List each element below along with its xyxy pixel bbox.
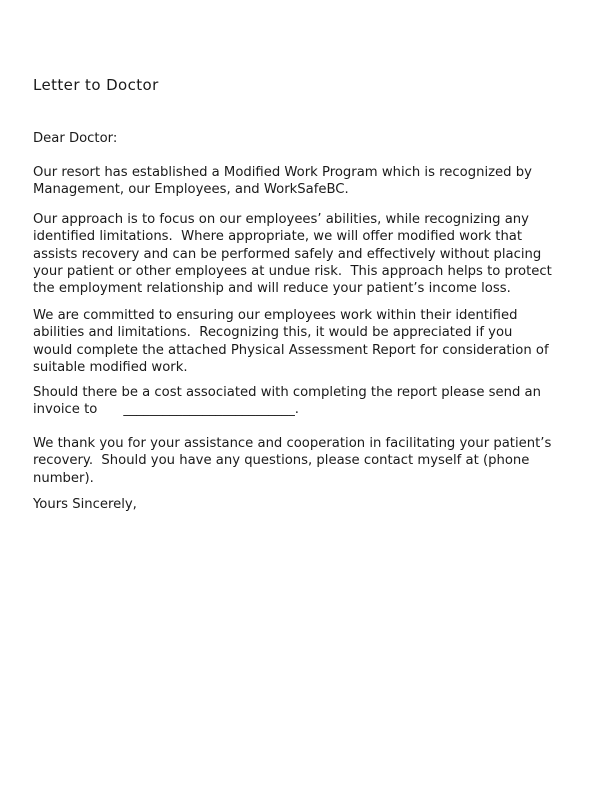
paragraph-commitment: We are committed to ensuring our employees work within their identified abilities and limitations. Recognizing this, it would be appreciated if you would complete the attached Physical Assessment Report for consideration of suitable modified work. <box>33 308 549 375</box>
invoice-line-2-prefix: invoice to <box>33 402 98 418</box>
invoice-line-1: Should there be a cost associated with completing the report please send an <box>33 385 541 400</box>
paragraph-invoice <box>33 384 593 419</box>
letter-title: Letter to Doctor <box>33 76 159 94</box>
paragraph-closing: We thank you for your assistance and cooperation in facilitating your patient’s recovery. Should you have any questions, please contact myself at (phone number). <box>33 436 552 486</box>
signoff: Yours Sincerely, <box>33 497 137 512</box>
salutation: Dear Doctor: <box>33 131 118 146</box>
invoice-blank-field: __________________________ <box>123 402 295 418</box>
invoice-period: . <box>294 402 299 418</box>
paragraph-approach: Our approach is to focus on our employees’ abilities, while recognizing any identified limitations. Where appropriate, we will offer modified work that assists recovery and can be performed safely and effectively without placing your patient or other employees at undue risk. This approach helps to protect the employment relationship and will reduce your patient’s income loss. <box>33 212 552 297</box>
paragraph-program: Our resort has established a Modified Work Program which is recognized by Management, our Employees, and WorkSafeBC. <box>33 165 532 198</box>
